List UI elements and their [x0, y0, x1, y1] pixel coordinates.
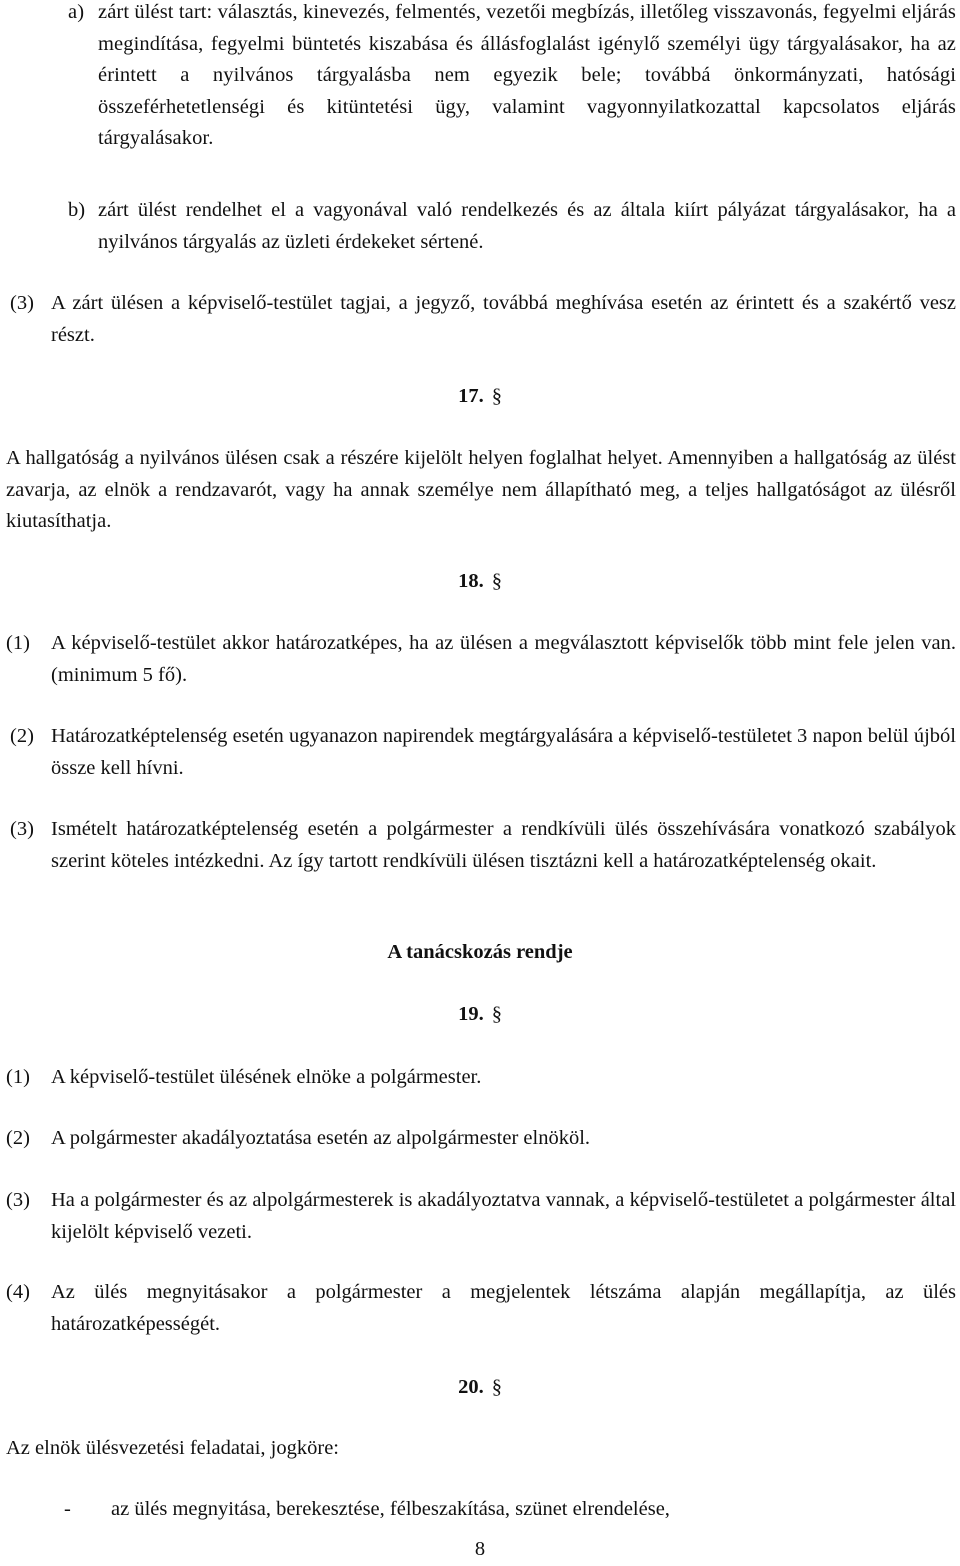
paragraph-19-1-marker: (1) — [6, 1066, 30, 1088]
section-symbol: § — [491, 1376, 502, 1398]
paragraph-19-2-marker: (2) — [6, 1127, 30, 1149]
paragraph-16-3-text: A zárt ülésen a képviselő-testület tagjai, a jegyző, továbbá meghívása esetén az érintett és a szakértő vesz részt. — [51, 292, 956, 346]
paragraph-18-3-marker: (3) — [10, 818, 34, 840]
section-17-heading — [0, 381, 960, 413]
section-18-heading — [0, 566, 960, 598]
section-title: A tanácskozás rendje — [387, 941, 573, 963]
paragraph-19-2 — [6, 1123, 956, 1155]
paragraph-18-2 — [10, 721, 956, 784]
list-item-text: az ülés megnyitása, berekesztése, félbeszakítása, szünet elrendelése, — [111, 1498, 670, 1520]
paragraph-18-1 — [6, 628, 956, 691]
paragraph-19-1-text: A képviselő-testület ülésének elnöke a polgármester. — [51, 1066, 482, 1088]
item-b-marker: b) — [68, 199, 86, 221]
paragraph-19-3-marker: (3) — [6, 1189, 30, 1211]
paragraph-19-2-text: A polgármester akadályoztatása esetén az alpolgármester elnököl. — [51, 1127, 591, 1149]
section-20-number: 20. — [458, 1376, 484, 1398]
paragraph-19-3-text: Ha a polgármester és az alpolgármesterek is akadályoztatva vannak, a képviselő-testületet a polgármester által kijelölt képviselő vezeti. — [51, 1189, 956, 1243]
section-19-number: 19. — [458, 1003, 484, 1025]
list-item-marker: - — [64, 1498, 71, 1520]
section-symbol: § — [491, 1003, 502, 1025]
paragraph-16-3-marker: (3) — [10, 292, 34, 314]
item-b-text: zárt ülést rendelhet el a vagyonával való rendelkezés és az általa kiírt pályázat tárgyalásakor, ha a nyilvános tárgyalás az üzleti érdekeket sértené. — [98, 199, 956, 253]
paragraph-19-4-marker: (4) — [6, 1281, 30, 1303]
paragraph-18-3 — [10, 814, 956, 877]
paragraph-18-2-text: Határozatképtelenség esetén ugyanazon napirendek megtárgyalására a képviselő-testületet 3 napon belül újból össze kell hívni. — [51, 725, 956, 779]
section-symbol: § — [491, 385, 502, 407]
paragraph-18-2-marker: (2) — [10, 725, 34, 747]
item-b — [68, 195, 956, 258]
section-18-number: 18. — [458, 570, 484, 592]
paragraph-19-1 — [6, 1062, 956, 1094]
item-a-marker: a) — [68, 1, 85, 23]
paragraph-16-3 — [10, 288, 956, 351]
item-a — [68, 0, 956, 155]
paragraph-18-1-text: A képviselő-testület akkor határozatképes, ha az ülésen a megválasztott képviselők több mint fele jelen van. (minimum 5 fő). — [51, 632, 956, 686]
item-a-text: zárt ülést tart: választás, kinevezés, felmentés, vezetői megbízás, illetőleg visszavonás, fegyelmi eljárás megindítása, fegyelmi büntetés kiszabása és állásfoglalást igénylő személyi ügy tárgyalásakor, ha az érintett a nyilvános tárgyalásba nem egyezik bele; továbbá önkormányzati, hatósági összeférhetetlenségi és kitüntetési ügy, valamint vagyonnyilatkozattal kapcsolatos eljárás tárgyalásakor. — [98, 1, 956, 149]
section-17-text: A hallgatóság a nyilvános ülésen csak a részére kijelölt helyen foglalhat helyet. Amennyiben a hallgatóság az ülést zavarja, az elnök a rendzavarót, vagy ha annak személye nem állapítható meg, a teljes hallgatóságot az ülésről kiutasíthatja. — [6, 447, 956, 532]
section-20-intro: Az elnök ülésvezetési feladatai, jogköre: — [6, 1437, 339, 1459]
section-19-heading — [0, 999, 960, 1031]
section-17-number: 17. — [458, 385, 484, 407]
paragraph-19-4-text: Az ülés megnyitásakor a polgármester a megjelentek létszáma alapján megállapítja, az ülés határozatképességét. — [51, 1281, 956, 1335]
paragraph-18-3-text: Ismételt határozatképtelenség esetén a polgármester a rendkívüli ülés összehívására vonatkozó szabályok szerint köteles intézkedni. Az így tartott rendkívüli ülésen tisztázni kell a határozatképtelenség okait. — [51, 818, 956, 872]
section-20-heading — [0, 1372, 960, 1404]
paragraph-19-3 — [6, 1185, 956, 1248]
paragraph-18-1-marker: (1) — [6, 632, 30, 654]
page-number: 8 — [474, 1538, 486, 1560]
section-symbol: § — [491, 570, 502, 592]
paragraph-19-4 — [6, 1277, 956, 1340]
list-item — [64, 1494, 956, 1526]
